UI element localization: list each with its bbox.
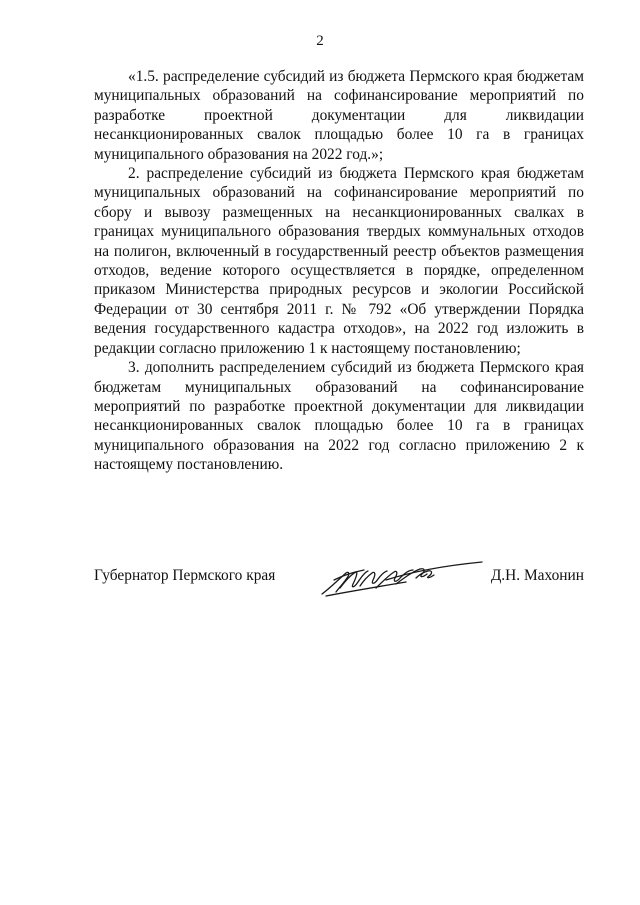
document-body <box>94 67 584 475</box>
page-number: 2 <box>316 33 324 49</box>
paragraph-3: 3. дополнить распределением субсидий из бюджета Пермского края бюджетам муниципальных образований на софинансирование мероприятий по разработке проектной документации для ликвидации несанкционированных свалок площадью более 10 га в границах муниципального образования на 2022 год согласно приложению 2 к настоящему постановлению. <box>94 359 584 474</box>
signatory-title: Губернатор Пермского края <box>94 567 276 584</box>
handwritten-signature <box>316 558 486 602</box>
signatory-name: Д.Н. Махонин <box>490 567 584 584</box>
signature-block <box>94 558 584 618</box>
paragraph-1-5: «1.5. распределение субсидий из бюджета Пермского края бюджетам муниципальных образований на софинансирование мероприятий по разработке проектной документации для ликвидации несанкционированных свалок площадью более 10 га в границах муниципального образования на 2022 год.»; <box>94 68 584 163</box>
paragraph-2: 2. распределение субсидий из бюджета Пермского края бюджетам муниципальных образований на софинансирование мероприятий по сбору и вывозу размещенных на несанкционированных свалках в границах муниципального образования твердых коммунальных отходов на полигон, включенный в государственный реестр объектов размещения отходов, ведение которого осуществляется в порядке, определенном приказом Министерства природных ресурсов и экологии Российской Федерации от 30 сентября 2011 г. № 792 «Об утверждении Порядка ведения государственного кадастра отходов», на 2022 год изложить в редакции согласно приложению 1 к настоящему постановлению; <box>94 165 584 357</box>
